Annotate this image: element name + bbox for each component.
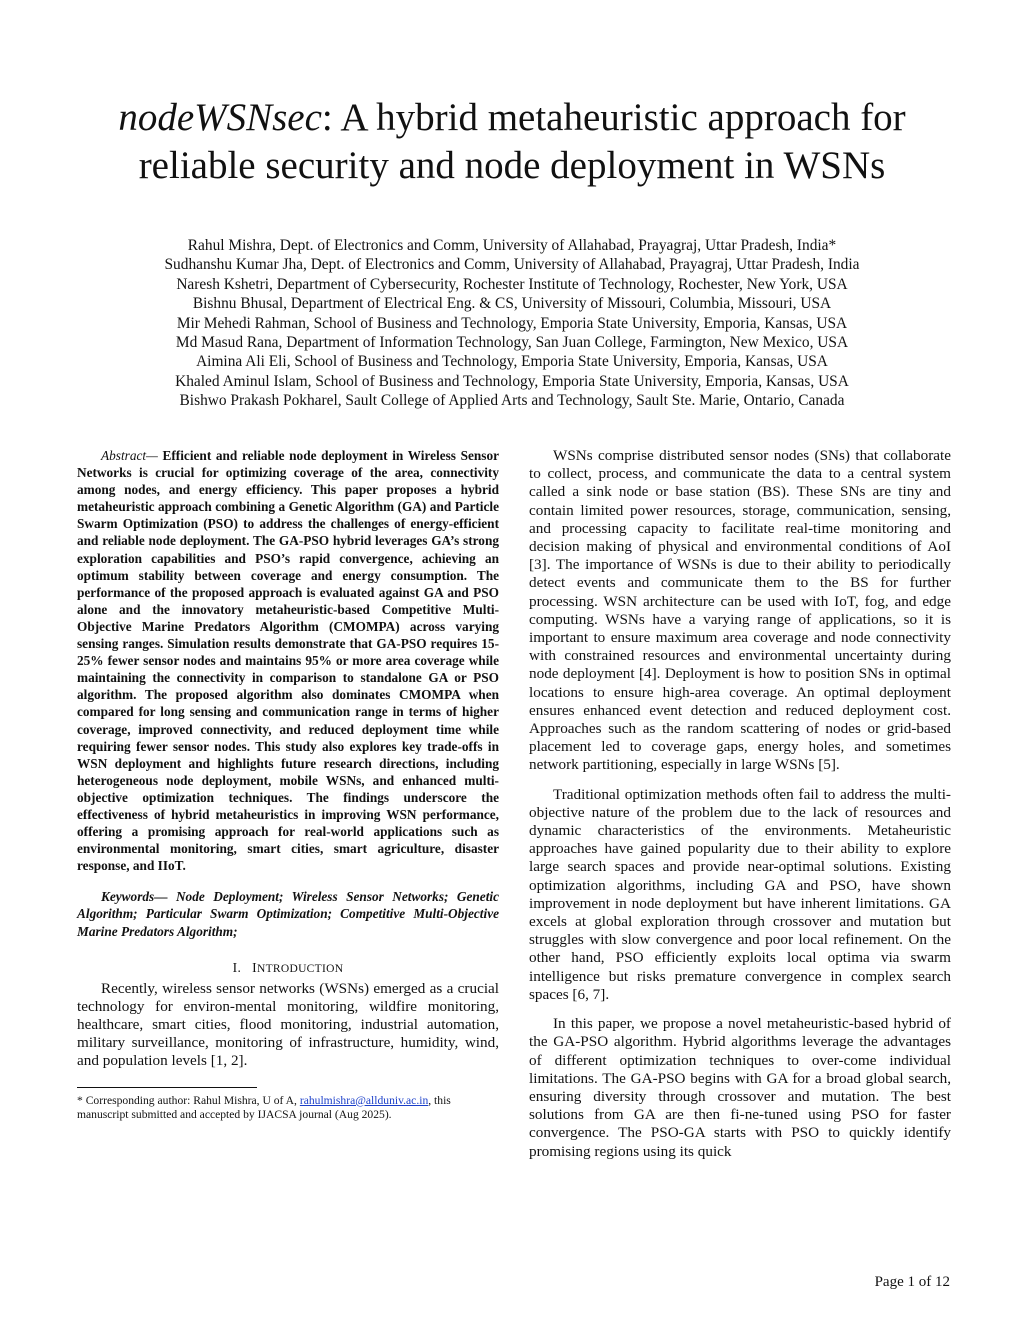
section-heading-introduction — [77, 960, 499, 976]
author-line: Md Masud Rana, Department of Information Technology, San Juan College, Farmington, New Mexico, USA — [175, 334, 849, 352]
author-line: Rahul Mishra, Dept. of Electronics and Comm, University of Allahabad, Prayagraj, Uttar Pradesh, India* — [187, 237, 837, 254]
section-number: I. — [232, 959, 242, 975]
intro-paragraph: Recently, wireless sensor networks (WSNs) emerged as a crucial technology for environ-mental monitoring, wildfire monitoring, healthcare, smart cities, flood monitoring, industrial automation, military surveillance, monitoring of infrastructure, humidity, wind, and population levels [1, 2]. — [77, 979, 499, 1070]
body-paragraph: Traditional optimization methods often fail to address the multi-objective nature of the problem due to the lack of resources and dynamic characteristics of the environments. Metaheuristic approaches have gained popularity due to their ability to explore large search spaces and provide near-optimal solutions. Existing optimization algorithms, including GA and PSO, have shown improvement in node deployment but have inherent limitations. GA excels at global exploration through crossover and mutation but struggles with slow convergence and poor local refinement. On the other hand, PSO efficiently exploits local optima via swarm intelligence but risks premature convergence in complex search spaces [6, 7]. — [529, 785, 951, 1003]
email-link[interactable]: rahulmishra@allduniv.ac.in — [299, 1093, 429, 1107]
keywords: Keywords— Node Deployment; Wireless Sensor Networks; Genetic Algorithm; Particular Swarm Optimization; Competitive Multi-Objective Marine Predators Algorithm; — [77, 889, 499, 939]
footnote-suffix: , this manuscript submitted and accepted by IJACSA journal (Aug 2025). — [77, 1093, 451, 1122]
author-line: Sudhanshu Kumar Jha, Dept. of Electronics and Comm, University of Allahabad, Prayagraj, Uttar Pradesh, India — [164, 256, 860, 274]
author-line: Naresh Kshetri, Department of Cybersecurity, Rochester Institute of Technology, Rochester, New York, USA — [176, 275, 848, 293]
footnote — [77, 1094, 499, 1123]
footnote-rule — [77, 1087, 257, 1088]
body-paragraph: In this paper, we propose a novel metaheuristic-based hybrid of the GA-PSO algorithm. Hybrid algorithms leverage the advantages of different optimization techniques to over-come individual limitations. The GA-PSO begins with GA for a broad global search, ensuring diversity through crossover and mutation. The best solutions from GA are then fi-ne-tuned using PSO for faster convergence. The PSO-GA starts with PSO to quickly identify promising regions using its quick — [529, 1015, 951, 1160]
page-number: Page 1 of 12 — [874, 1274, 950, 1290]
right-column — [529, 447, 951, 1161]
title-italic-part: nodeWSNsec — [118, 96, 322, 139]
left-column — [77, 447, 499, 1123]
title-line2: reliable security and node deployment in WSNs — [138, 144, 886, 187]
author-line: Bishnu Bhusal, Department of Electrical Eng. & CS, University of Missouri, Columbia, Missouri, USA — [192, 295, 832, 313]
author-line: Mir Mehedi Rahman, School of Business and Technology, Emporia State University, Emporia, Kansas, USA — [176, 314, 848, 332]
title-line1-rest: : A hybrid metaheuristic approach for — [321, 96, 906, 139]
paper-title — [40, 94, 984, 190]
footnote-prefix: * Corresponding author: Rahul Mishra, U of A, — [77, 1093, 300, 1107]
author-line: Aimina Ali Eli, School of Business and Technology, Emporia State University, Emporia, Kansas, USA — [196, 353, 828, 371]
author-list — [40, 236, 984, 411]
abstract-text: Efficient and reliable node deployment in Wireless Sensor Networks is crucial for optimizing coverage of the area, connectivity among nodes, and energy efficiency. This paper proposes a hybrid metaheuristic approach combining a Genetic Algorithm (GA) and Particle Swarm Optimization (PSO) to address the challenges of energy-efficient and reliable node deployment. The GA-PSO hybrid leverages GA’s strong exploration capabilities and PSO’s rapid convergence, achieving an optimum stability between coverage and energy consumption. The performance of the proposed approach is evaluated against GA and PSO alone and the innovatory metaheuristic-based Competitive Multi-Objective Marine Predators Algorithm (CMOMPA) across varying sensing ranges. Simulation results demonstrate that GA-PSO requires 15-25% fewer sensor nodes and maintains 95% or more area coverage while maintaining the connectivity in comparison to standalone GA or PSO algorithm. The proposed algorithm also dominates CMOMPA when compared for long sensing and communication range in terms of higher coverage, improved connectivity, and reduced deployment time while requiring fewer sensor nodes. This study also explores key trade-offs in WSN deployment and highlights future research directions, including heterogeneous node deployment, mobile WSNs, and enhanced multi-objective optimization techniques. The findings underscore the effectiveness of hybrid metaheuristics in improving WSN performance, offering a promising approach for real-world applications such as environmental monitoring, smart cities, smart agriculture, disaster response, and IIoT. — [77, 448, 499, 874]
abstract — [77, 447, 499, 874]
author-line: Khaled Aminul Islam, School of Business and Technology, Emporia State University, Emporia, Kansas, USA — [175, 372, 849, 390]
body-paragraph: WSNs comprise distributed sensor nodes (SNs) that collaborate to collect, process, and communicate the data to a central system called a sink node or base station (BS). These SNs are tiny and contain limited power resources, storage, communication, sensing, and processing capacity to facilitate real-time monitoring and decision making of physical and environmental conditions of AoI [3]. The importance of WSNs is due to their ability to periodically detect events and communicate them to the BS for further processing. WSN architecture can be used with IoT, fog, and edge computing. WSNs have a varying range of applications, so it is important to ensure maximum area coverage and node connectivity with constrained resources and environmental uncertainty during node deployment [4]. Deployment is how to position SNs in optimal locations to ensure high-area coverage. An optimal deployment ensures enhanced event detection and reduced deployment cost. Approaches such as the random scattering of nodes or grid-based placement led to coverage gaps, energy holes, and sometimes network partitioning, especially in large WSNs [5]. — [529, 447, 951, 774]
author-line: Bishwo Prakash Pokharel, Sault College of Applied Arts and Technology, Sault Ste. Marie, Ontario, Canada — [179, 392, 845, 410]
abstract-label: Abstract— — [101, 448, 158, 463]
section-rest: NTRODUCTION — [256, 962, 344, 975]
section-first-letter: I — [252, 959, 257, 975]
